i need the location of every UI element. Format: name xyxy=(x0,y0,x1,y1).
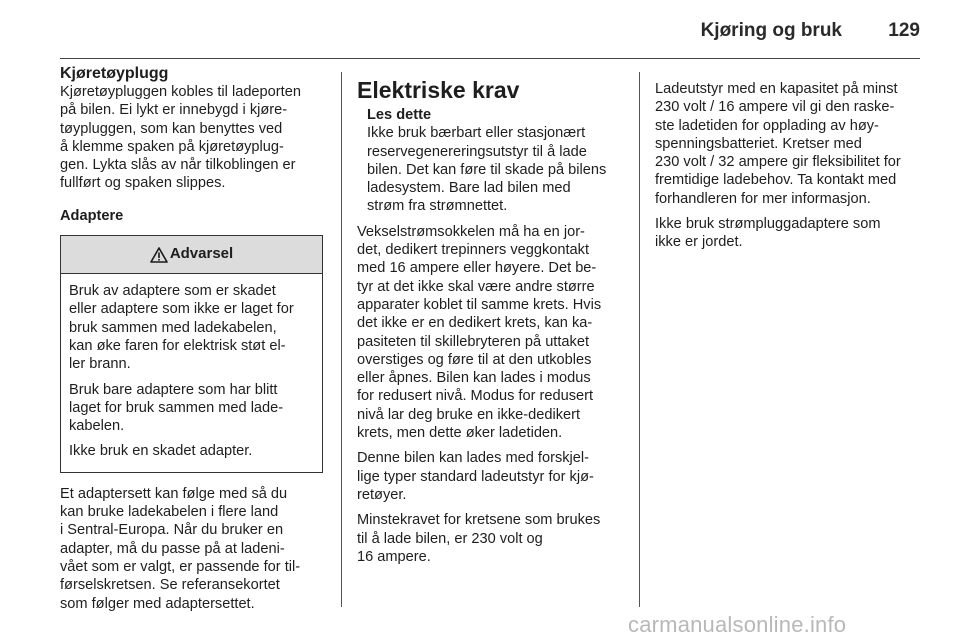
section-heading-vehicle-plug: Kjøretøyplugg xyxy=(60,65,169,82)
text-line: bilen. Det kan føre til skade på bilens xyxy=(367,161,607,178)
page-title: Kjøring og bruk xyxy=(700,20,842,41)
text-line: apparater koblet til samme krets. Hvis xyxy=(357,296,602,313)
warning-body xyxy=(61,274,322,472)
paragraph xyxy=(60,485,330,613)
text-line: pasiteten til skillebryteren på uttaket xyxy=(357,333,590,350)
text-line: eller åpnes. Bilen kan lades i modus xyxy=(357,370,591,387)
text-line: ste ladetiden for opplading av høy- xyxy=(655,117,879,134)
paragraph xyxy=(357,449,629,504)
column-1 xyxy=(60,64,330,620)
note-heading: Les dette xyxy=(367,107,432,123)
text-line: å klemme spaken på kjøretøyplug- xyxy=(60,138,284,155)
text-line: i Sentral-Europa. Når du bruker en xyxy=(60,522,284,539)
text-line: nivå lar deg bruke en ikke-dedikert xyxy=(357,406,581,423)
section-heading-electrical-requirements: Elektriske krav xyxy=(357,77,520,103)
watermark: carmanualsonline.info xyxy=(628,612,847,637)
warning-title: Advarsel xyxy=(169,245,234,263)
text-line: gen. Lykta slås av når tilkoblingen er xyxy=(60,157,296,174)
note-paragraph xyxy=(367,124,629,215)
text-line: for redusert nivå. Modus for redusert xyxy=(357,388,594,405)
warning-paragraph xyxy=(69,282,314,373)
text-line: Ikke bruk strømpluggadaptere som xyxy=(655,216,881,233)
warning-paragraph xyxy=(69,381,314,436)
text-line: tøypluggen, som kan benyttes ved xyxy=(60,120,283,137)
warning-paragraph xyxy=(69,442,314,460)
column-2 xyxy=(357,76,629,573)
text-line: overstiges og føre til at den utkobles xyxy=(357,351,592,368)
warning-box xyxy=(60,235,323,473)
paragraph xyxy=(60,83,330,193)
text-line: kan bruke ladekabelen i flere land xyxy=(60,504,279,521)
text-line: til å lade bilen, er 230 volt og xyxy=(357,530,543,547)
paragraph xyxy=(655,80,930,208)
paragraph xyxy=(357,511,629,566)
text-line: spenningsbatteriet. Kretser med xyxy=(655,135,862,152)
text-line: Ikke bruk en skadet adapter. xyxy=(69,443,253,460)
text-line: retøyer. xyxy=(357,486,407,503)
text-line: krets, men dette øker ladetiden. xyxy=(357,425,563,442)
text-line: Ikke bruk bærbart eller stasjonært xyxy=(367,125,586,142)
column-divider-1 xyxy=(341,72,342,607)
text-line: Denne bilen kan lades med forskjel- xyxy=(357,450,590,467)
note-block xyxy=(357,106,629,216)
text-line: Bruk av adaptere som er skadet xyxy=(69,283,276,300)
text-line: på bilen. Ei lykt er innebygd i kjøre- xyxy=(60,102,288,119)
text-line: 230 volt / 32 ampere gir fleksibilitet for xyxy=(655,154,901,171)
paragraph xyxy=(655,215,930,252)
text-line: tyr at det ikke skal være andre større xyxy=(357,278,595,295)
text-line: reservegenereringsutstyr til å lade xyxy=(367,143,587,160)
warning-triangle-icon xyxy=(150,247,168,263)
header-rule xyxy=(60,58,920,59)
text-line: lige typer standard ladeutstyr for kjø- xyxy=(357,468,594,485)
text-line: vået som er valgt, er passende for til- xyxy=(60,558,301,575)
section-heading-adapters: Adaptere xyxy=(60,207,124,224)
text-line: ladesystem. Bare lad bilen med xyxy=(367,180,571,197)
text-line: 16 ampere. xyxy=(357,548,431,565)
text-line: adapter, må du passe på at ladeni- xyxy=(60,540,285,557)
text-line: førselskretsen. Se referansekortet xyxy=(60,577,280,594)
text-line: Vekselstrømsokkelen må ha en jor- xyxy=(357,223,585,240)
text-line: fullført og spaken slippes. xyxy=(60,175,226,192)
text-line: Ladeutstyr med en kapasitet på minst xyxy=(655,81,898,97)
text-line: Et adaptersett kan følge med så du xyxy=(60,485,288,502)
text-line: det, dedikert trepinners veggkontakt xyxy=(357,242,590,259)
text-line: fremtidige ladebehov. Ta kontakt med xyxy=(655,172,897,189)
text-line: laget for bruk sammen med lade- xyxy=(69,399,284,416)
text-line: Minstekravet for kretsene som brukes xyxy=(357,512,601,529)
text-line: eller adaptere som ikke er laget for xyxy=(69,301,294,318)
page-header xyxy=(0,0,960,60)
text-line: kabelen. xyxy=(69,418,125,435)
warning-header xyxy=(61,236,322,274)
text-line: Bruk bare adaptere som har blitt xyxy=(69,381,278,398)
text-line: det ikke er en dedikert krets, kan ka- xyxy=(357,315,593,332)
column-divider-2 xyxy=(639,72,640,607)
text-line: ler brann. xyxy=(69,356,131,373)
text-line: bruk sammen med ladekabelen, xyxy=(69,319,277,336)
page-number: 129 xyxy=(888,20,920,41)
text-line: med 16 ampere eller høyere. Det be- xyxy=(357,260,597,277)
column-3 xyxy=(655,80,930,259)
text-line: 230 volt / 16 ampere vil gi den raske- xyxy=(655,99,895,116)
text-line: ikke er jordet. xyxy=(655,234,743,251)
text-line: strøm fra strømnettet. xyxy=(367,198,508,215)
text-line: forhandleren for mer informasjon. xyxy=(655,190,871,207)
text-line: som følger med adaptersettet. xyxy=(60,595,255,612)
text-line: Kjøretøypluggen kobles til ladeporten xyxy=(60,84,301,100)
paragraph xyxy=(357,223,629,443)
text-line: kan øke faren for elektrisk støt el- xyxy=(69,337,286,354)
